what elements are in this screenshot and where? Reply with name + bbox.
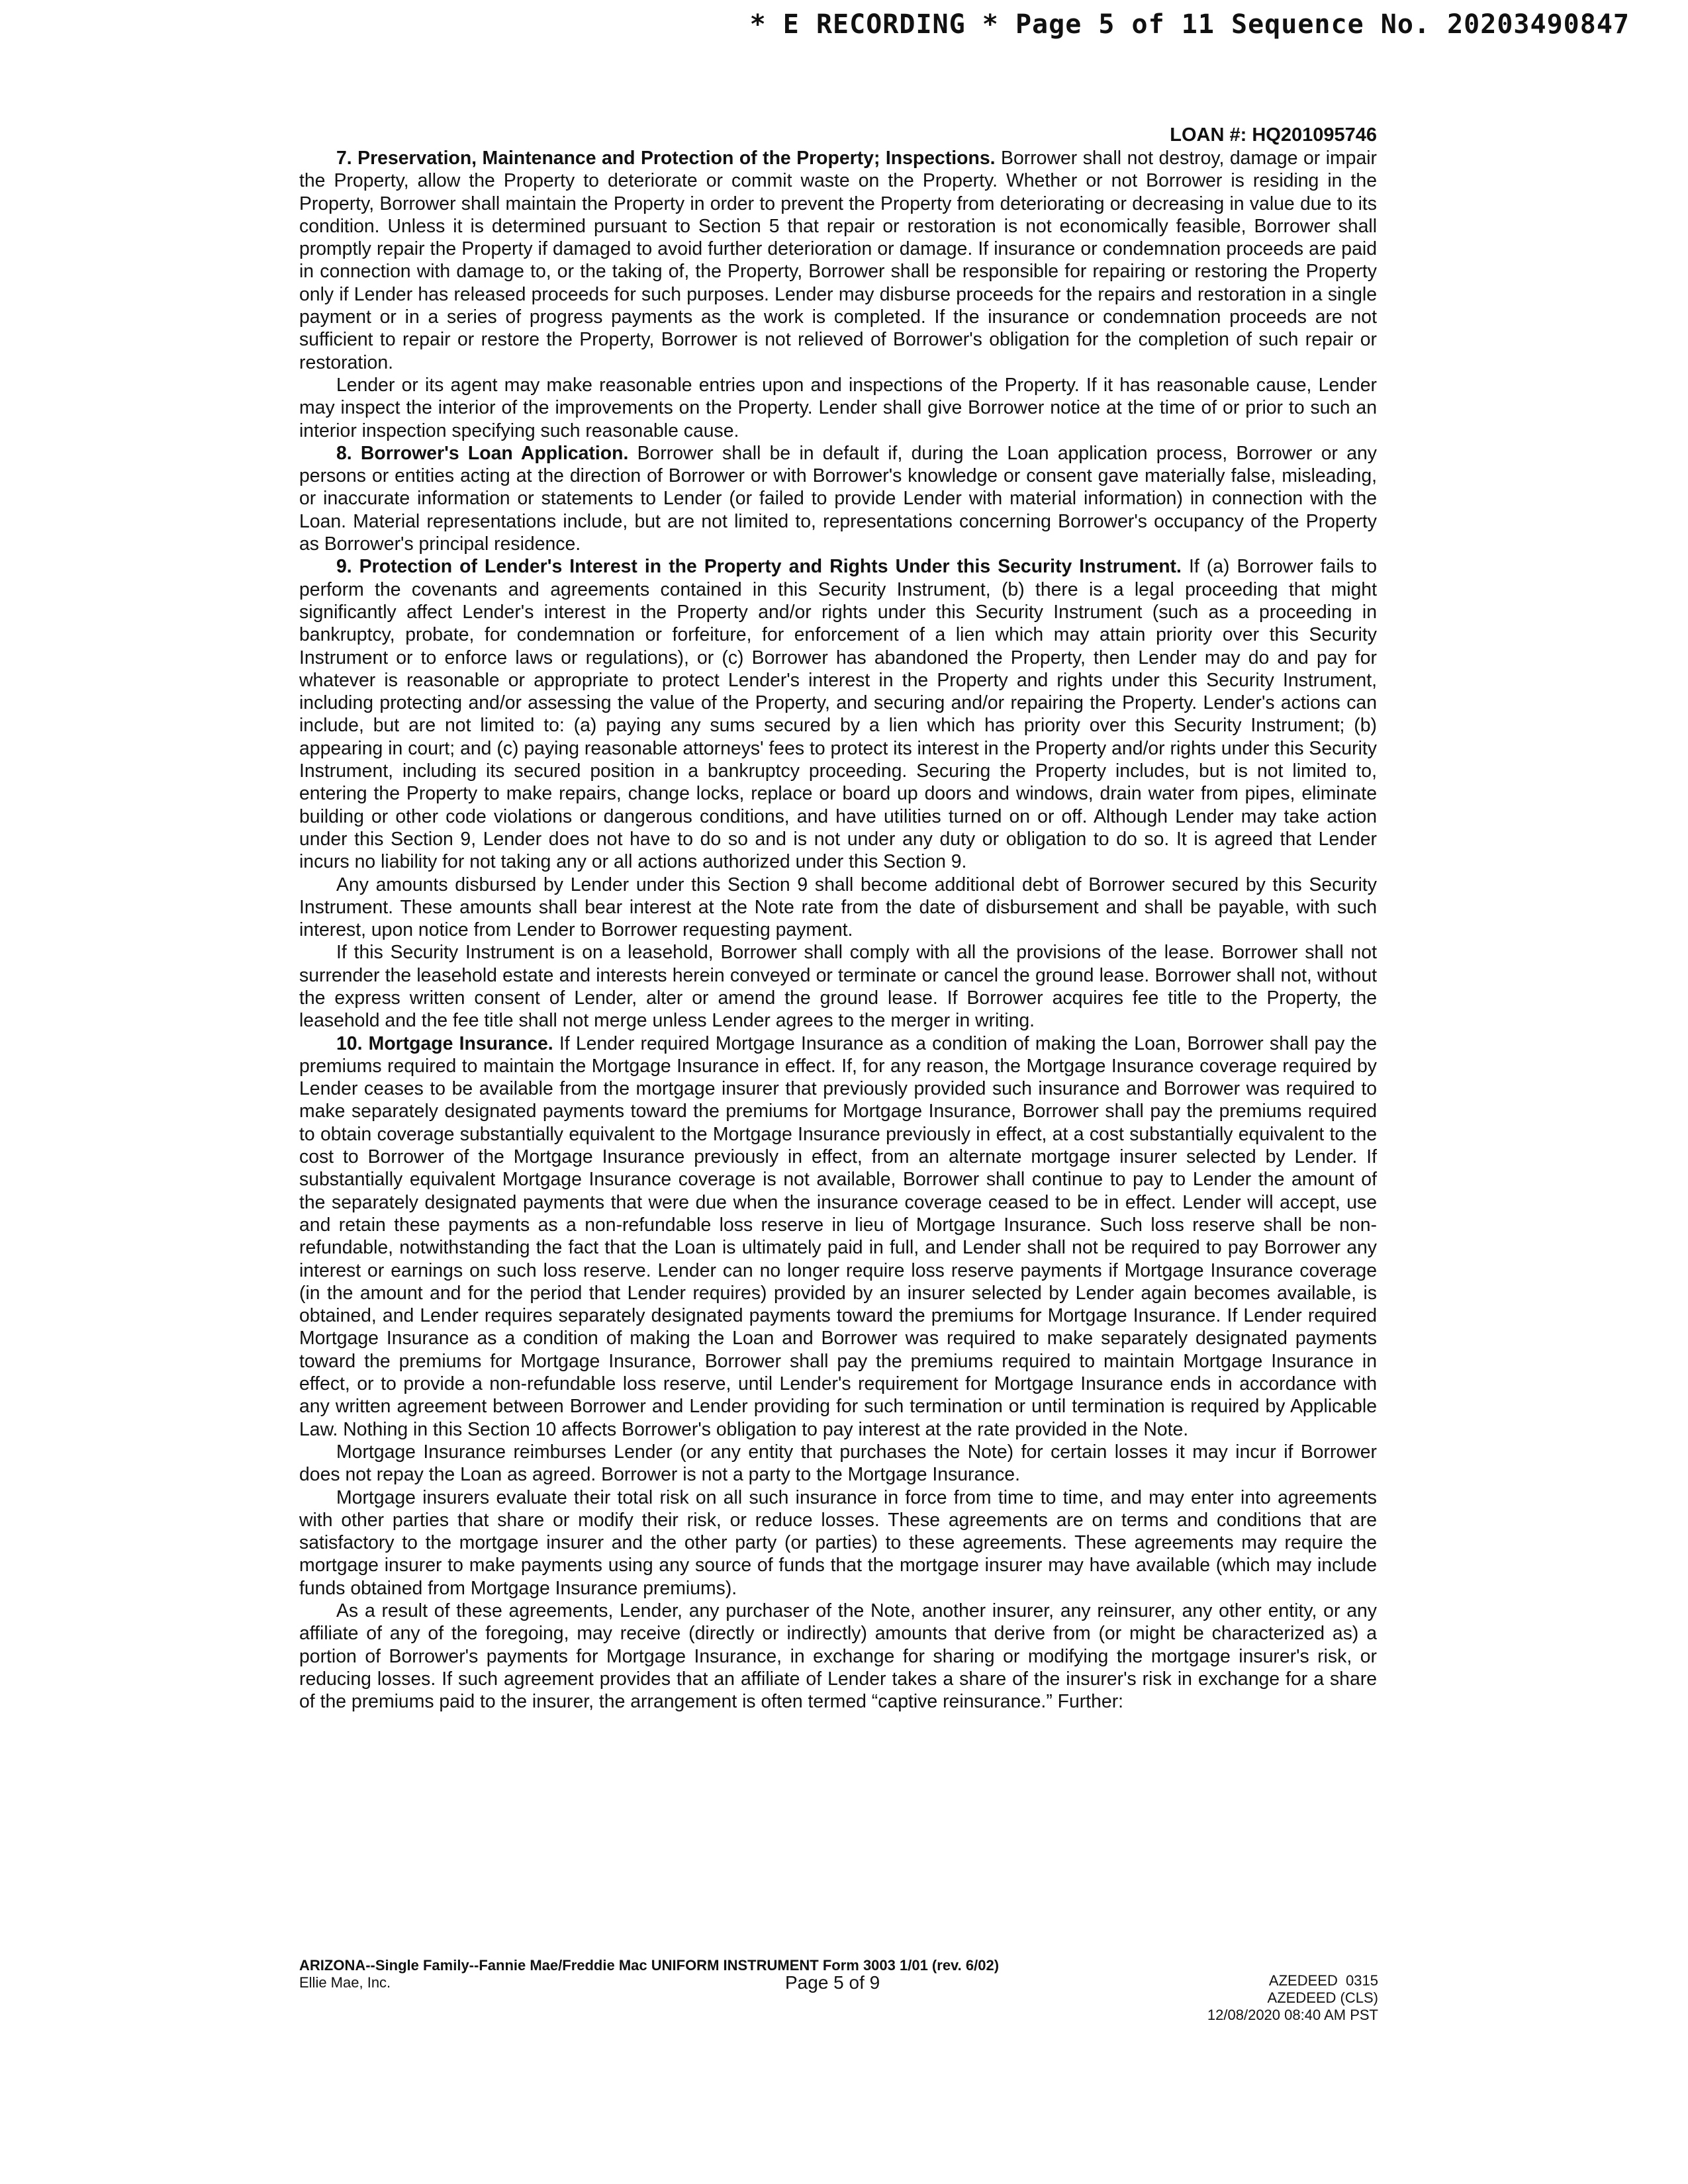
page-number: Page 5 of 9 [785, 1972, 880, 1993]
form-code: AZEDEED 0315 [1268, 1972, 1378, 1989]
section-text: Borrower shall be in default if, during the Loan application process, Borrower or any persons or entities acting at the direction of Borrower or with Borrower's knowledge or consent gave materially false, misleading, or inaccurate information or statements to Lender (or failed to provide Lender with material information) in connection with the Loan. Material representations include, but are not limited to, representations concerning Borrower's occupancy of the Property as Borrower's principal residence. [299, 442, 1377, 555]
section-text: Borrower shall not destroy, damage or impair the Property, allow the Property to deteriorate or commit waste on the Property. Whether or not Borrower is residing in the Property, Borrower shall maintain the Property in order to prevent the Property from deteriorating or decreasing in value due to its condition. Unless it is determined pursuant to Section 5 that repair or restoration is not economically feasible, Borrower shall promptly repair the Property if damaged to avoid further deterioration or damage. If insurance or condemnation proceeds are paid in connection with damage to, or the taking of, the Property, Borrower shall be responsible for repairing or restoring the Property only if Lender has released proceeds for such purposes. Lender may disburse proceeds for the repairs and restoration in a single payment or in a series of progress payments as the work is completed. If the insurance or condemnation proceeds are not sufficient to repair or restore the Property, Borrower is not relieved of Borrower's obligation for the completion of such repair or restoration. [299, 148, 1378, 373]
footer-right [1207, 1972, 1378, 2024]
form-identifier: ARIZONA--Single Family--Fannie Mae/Freddie Mac UNIFORM INSTRUMENT Form 3003 1/01 (rev. 6/02) [299, 1957, 1000, 1974]
section-paragraph [299, 1486, 1377, 1600]
section-heading: 7. Preservation, Maintenance and Protection of the Property; Inspections. [336, 148, 996, 169]
section-text: As a result of these agreements, Lender, any purchaser of the Note, another insurer, any reinsurer, any other entity, or any affiliate of any of the foregoing, may receive (directly or indirectly) amounts that derive from (or might be characterized as) a portion of Borrower's payments for Mortgage Insurance, in exchange for sharing or modifying the mortgage insurer's risk, or reducing losses. If such agreement provides that an affiliate of Lender takes a share of the insurer's risk in exchange for a share of the premiums paid to the insurer, the arrangement is often termed “captive reinsurance.” Further: [299, 1600, 1377, 1713]
section-paragraph [299, 147, 1377, 374]
section-text: If this Security Instrument is on a leasehold, Borrower shall comply with all the provisions of the lease. Borrower shall not surrender the leasehold estate and interests herein conveyed or terminate or cancel the ground lease. Borrower shall not, without the express written consent of Lender, alter or amend the ground lease. If Borrower acquires fee title to the Property, the leasehold and the fee title shall not merge unless Lender agrees to the merger in writing. [299, 942, 1377, 1032]
section-text: Any amounts disbursed by Lender under this Section 9 shall become additional debt of Borrower secured by this Security Instrument. These amounts shall bear interest at the Note rate from the date of disbursement and shall be payable, with such interest, upon notice from Lender to Borrower requesting payment. [299, 874, 1377, 941]
section-paragraph [299, 1600, 1377, 1713]
recording-header: * E RECORDING * Page 5 of 11 Sequence No. 20203490847 [749, 9, 1630, 40]
section-text: If (a) Borrower fails to perform the covenants and agreements contained in this Security Instrument, (b) there is a legal proceeding that might significantly affect Lender's interest in the Property and/or rights under this Security Instrument (such as a proceeding in bankruptcy, probate, for condemnation or forfeiture, for enforcement of a lien which may attain priority over this Security Instrument or to enforce laws or regulations), or (c) Borrower has abandoned the Property, then Lender may do and pay for whatever is reasonable or appropriate to protect Lender's interest in the Property and rights under this Security Instrument, including protecting and/or assessing the value of the Property, and securing and/or repairing the Property. Lender's actions can include, but are not limited to: (a) paying any sums secured by a lien which has priority over this Security Instrument; (b) appearing in court; and (c) paying reasonable attorneys' fees to protect its interest in the Property and/or rights under this Security Instrument, including its secured position in a bankruptcy proceeding. Securing the Property includes, but is not limited to, entering the Property to make repairs, change locks, replace or board up doors and windows, drain water from pipes, eliminate building or other code violations or dangerous conditions, and have utilities turned on or off. Although Lender may take action under this Section 9, Lender does not have to do so and is not under any duty or obligation to do so. It is agreed that Lender incurs no liability for not taking any or all actions authorized under this Section 9. [299, 556, 1378, 873]
section-paragraph [299, 1441, 1377, 1486]
section-text: Lender or its agent may make reasonable entries upon and inspections of the Property. If it has reasonable cause, Lender may inspect the interior of the improvements on the Property. Lender shall give Borrower notice at the time of or prior to such an interior inspection specifying such reasonable cause. [299, 374, 1377, 441]
print-timestamp: 12/08/2020 08:40 AM PST [1207, 2007, 1378, 2023]
section-heading: 9. Protection of Lender's Interest in the Property and Rights Under this Security Instrument. [336, 556, 1182, 578]
section-text: If Lender required Mortgage Insurance as a condition of making the Loan, Borrower shall pay the premiums required to maintain the Mortgage Insurance in effect. If, for any reason, the Mortgage Insurance coverage required by Lender ceases to be available from the mortgage insurer that previously provided such insurance and Borrower was required to make separately designated payments toward the premiums for Mortgage Insurance, Borrower shall pay the premiums required to obtain coverage substantially equivalent to the Mortgage Insurance previously in effect, at a cost substantially equivalent to the cost to Borrower of the Mortgage Insurance previously in effect, from an alternate mortgage insurer selected by Lender. If substantially equivalent Mortgage Insurance coverage is not available, Borrower shall continue to pay to Lender the amount of the separately designated payments that were due when the insurance coverage ceased to be in effect. Lender will accept, use and retain these payments as a non-refundable loss reserve in lieu of Mortgage Insurance. Such loss reserve shall be non-refundable, notwithstanding the fact that the Loan is ultimately paid in full, and Lender shall not be required to pay Borrower any interest or earnings on such loss reserve. Lender can no longer require loss reserve payments if Mortgage Insurance coverage (in the amount and for the period that Lender requires) provided by an insurer selected by Lender again becomes available, is obtained, and Lender requires separately designated payments toward the premiums for Mortgage Insurance. If Lender required Mortgage Insurance as a condition of making the Loan and Borrower was required to make separately designated payments toward the premiums for Mortgage Insurance, Borrower shall pay the premiums required to maintain Mortgage Insurance in effect, or to provide a non-refundable loss reserve, until Lender's requirement for Mortgage Insurance ends in accordance with any written agreement between Borrower and Lender providing for such termination or until termination is required by Applicable Law. Nothing in this Section 10 affects Borrower's obligation to pay interest at the rate provided in the Note. [299, 1032, 1377, 1440]
section-paragraph [299, 874, 1377, 942]
section-heading: 10. Mortgage Insurance. [336, 1032, 553, 1054]
section-paragraph [299, 442, 1377, 555]
section-text: Mortgage insurers evaluate their total risk on all such insurance in force from time to time, and may enter into agreements with other parties that share or modify their risk, or reduce losses. These agreements are on terms and conditions that are satisfactory to the mortgage insurer and the other party (or parties) to these agreements. These agreements may require the mortgage insurer to make payments using any source of funds that the mortgage insurer may have available (which may include funds obtained from Mortgage Insurance premiums). [299, 1486, 1377, 1599]
document-body [299, 147, 1377, 1713]
section-heading: 8. Borrower's Loan Application. [336, 442, 629, 464]
loan-number: LOAN #: HQ201095746 [1170, 124, 1377, 146]
section-paragraph [299, 1032, 1377, 1441]
vendor-name: Ellie Mae, Inc. [299, 1974, 391, 1991]
form-code-cls: AZEDEED (CLS) [1267, 1989, 1378, 2006]
section-text: Mortgage Insurance reimburses Lender (or any entity that purchases the Note) for certain losses it may incur if Borrower does not repay the Loan as agreed. Borrower is not a party to the Mortgage Insurance. [299, 1441, 1377, 1486]
section-paragraph [299, 374, 1377, 442]
footer-left [299, 1957, 999, 1991]
section-paragraph [299, 941, 1377, 1032]
section-paragraph [299, 555, 1377, 873]
